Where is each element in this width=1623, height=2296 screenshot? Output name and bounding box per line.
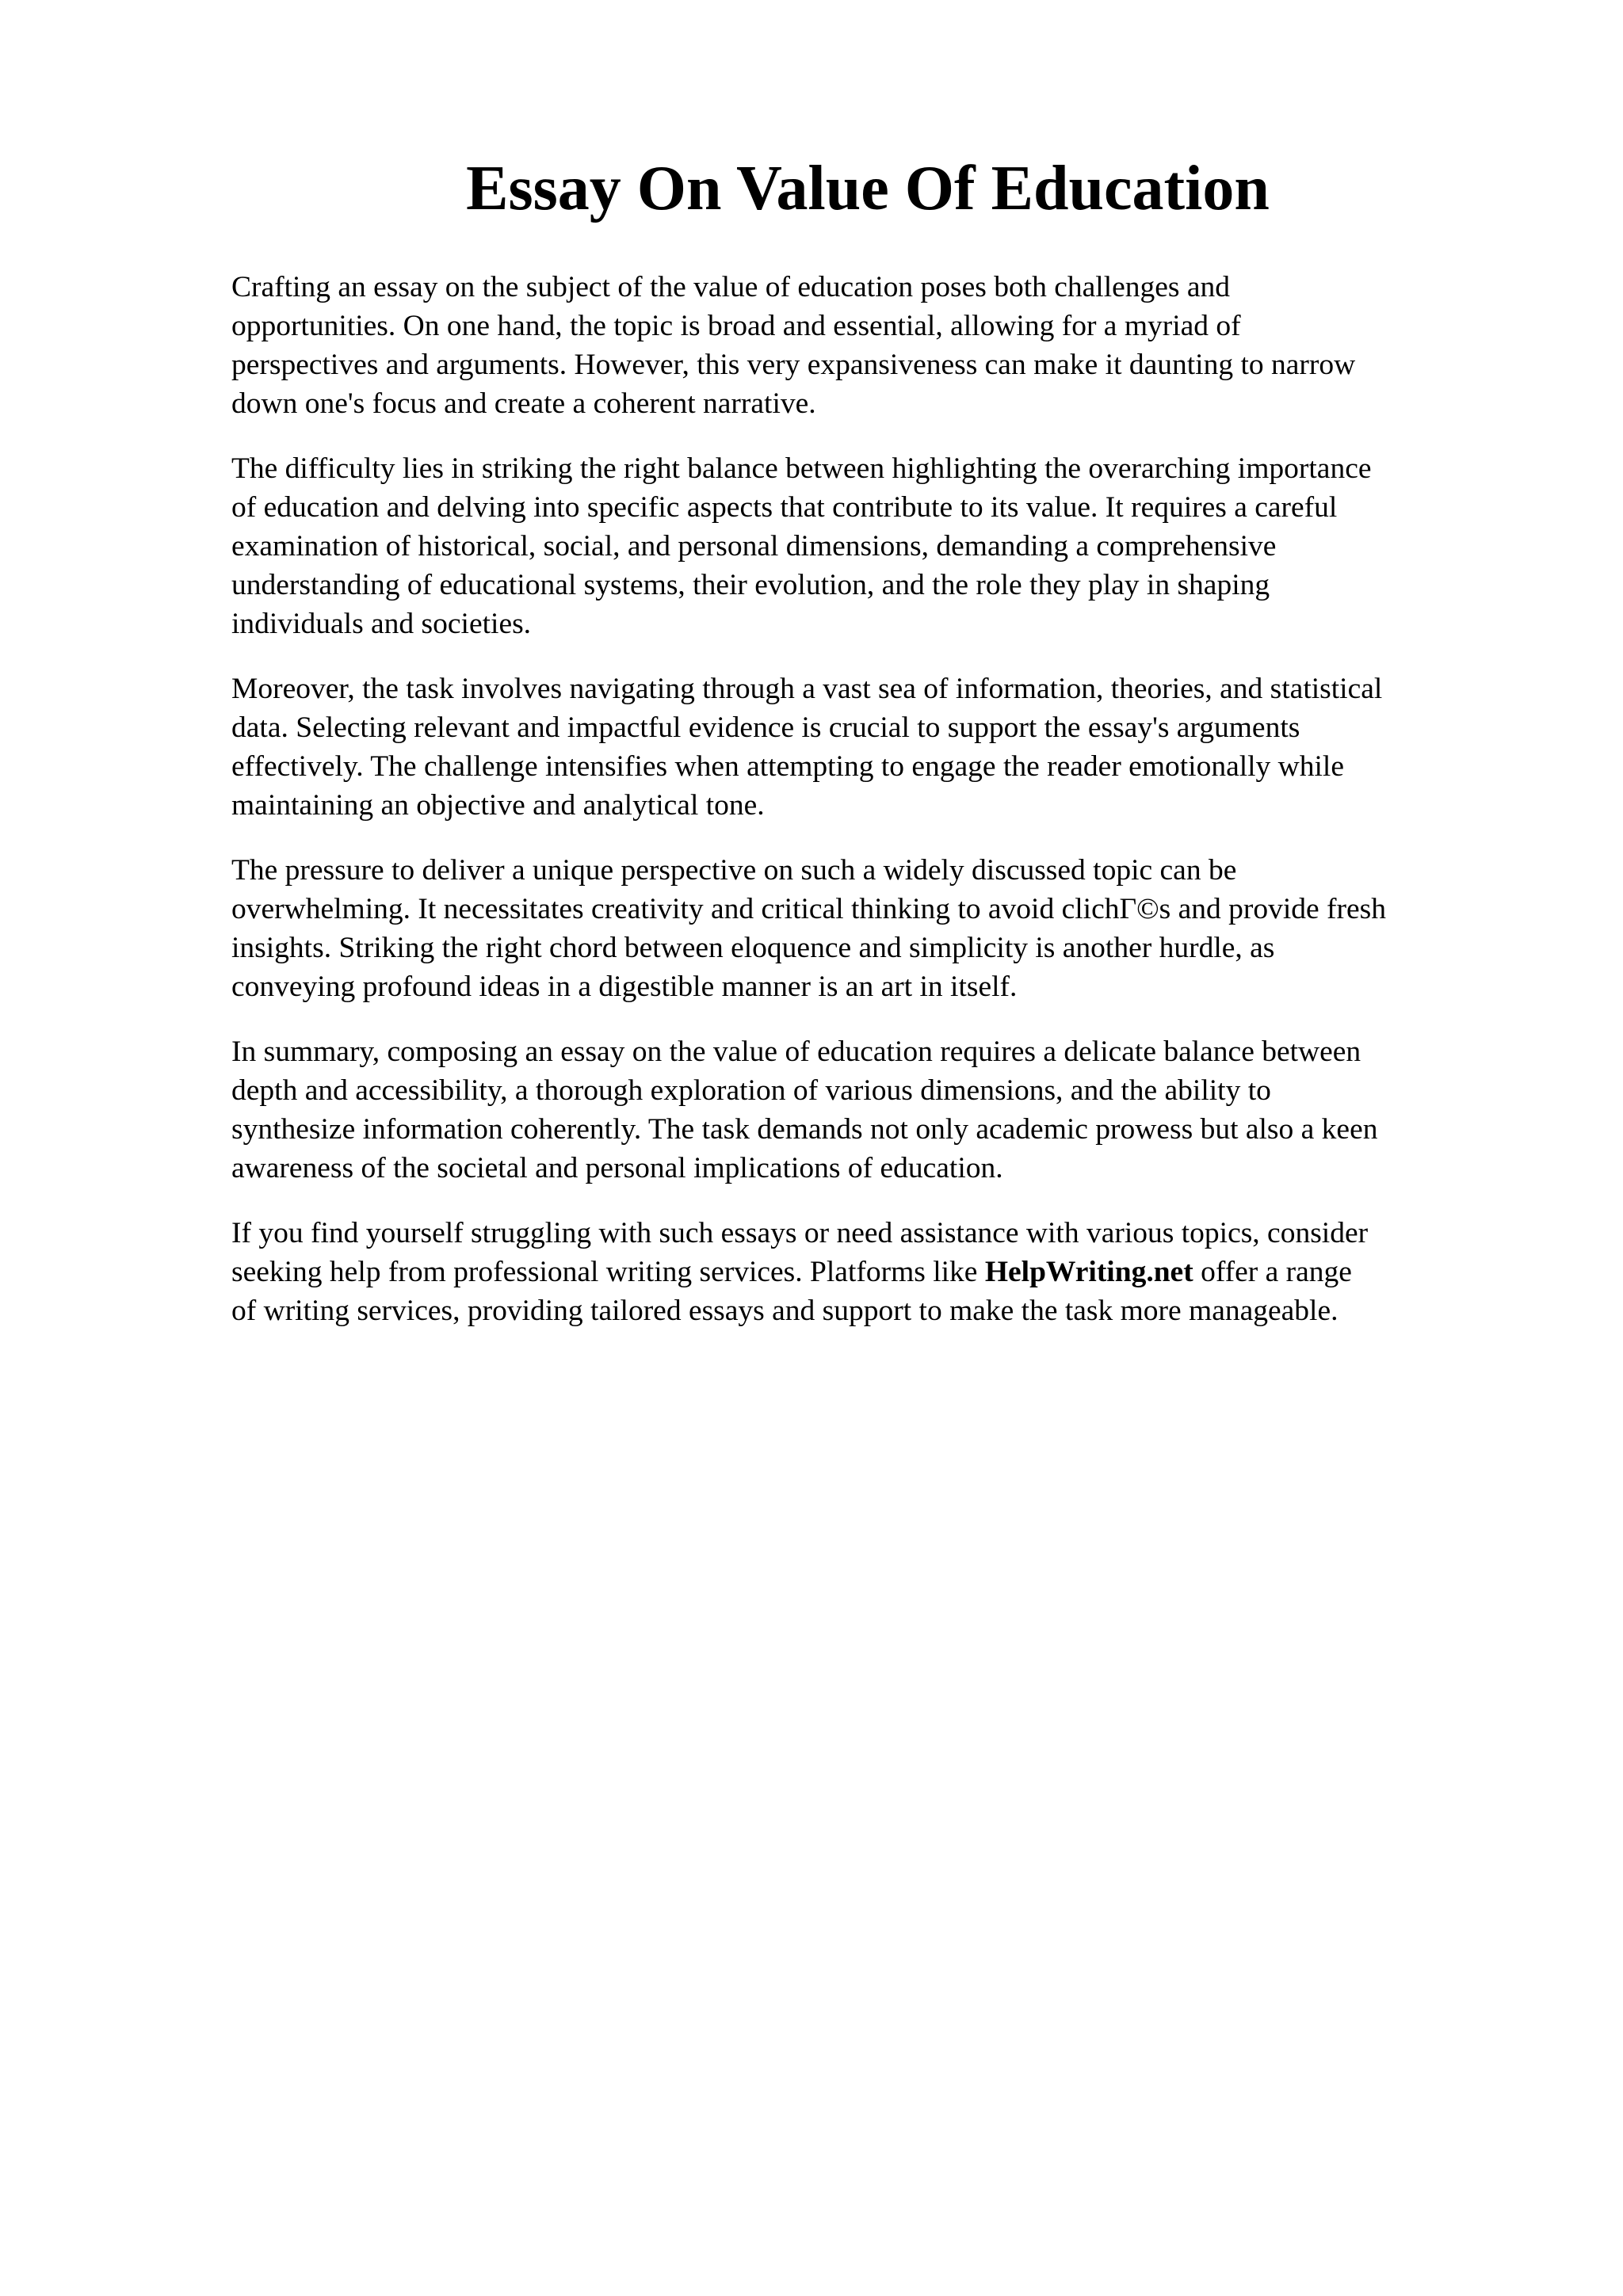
page-title: Essay On Value Of Education <box>466 154 1270 223</box>
text-line: The pressure to deliver a unique perspective on such a widely discussed topic can be <box>231 854 1237 887</box>
text-line: depth and accessibility, a thorough exploration of various dimensions, and the ability to <box>231 1074 1271 1107</box>
text-line: In summary, composing an essay on the value of education requires a delicate balance between <box>231 1035 1361 1068</box>
paragraph-4 <box>231 851 1515 1006</box>
essay-body <box>231 268 1515 1356</box>
helpwriting-link[interactable]: HelpWriting.net <box>984 1256 1193 1288</box>
text-line: conveying profound ideas in a digestible manner is an art in itself. <box>231 971 1018 1003</box>
text-line: examination of historical, social, and personal dimensions, demanding a comprehensive <box>231 530 1277 563</box>
text-segment: offer a range <box>1193 1256 1352 1288</box>
text-line <box>231 1253 1515 1291</box>
text-line: data. Selecting relevant and impactful evidence is crucial to support the essay's arguments <box>231 711 1300 744</box>
paragraph-2 <box>231 449 1515 643</box>
paragraph-1 <box>231 268 1515 423</box>
text-line: perspectives and arguments. However, this very expansiveness can make it daunting to narrow <box>231 349 1356 381</box>
text-line: Crafting an essay on the subject of the value of education poses both challenges and <box>231 271 1231 303</box>
text-line: of writing services, providing tailored essays and support to make the task more manageable. <box>231 1295 1338 1327</box>
text-line: individuals and societies. <box>231 608 532 640</box>
text-line: maintaining an objective and analytical tone. <box>231 789 765 822</box>
text-segment: seeking help from professional writing services. Platforms like <box>231 1256 985 1288</box>
text-line: The difficulty lies in striking the right balance between highlighting the overarching importance <box>231 452 1372 485</box>
text-line: effectively. The challenge intensifies when attempting to engage the reader emotionally while <box>231 750 1344 783</box>
paragraph-5 <box>231 1032 1515 1188</box>
text-line: of education and delving into specific aspects that contribute to its value. It requires a careful <box>231 491 1338 524</box>
paragraph-3 <box>231 669 1515 825</box>
text-line: overwhelming. It necessitates creativity and critical thinking to avoid clichГ©s and provide fresh <box>231 893 1387 925</box>
text-line: down one's focus and create a coherent narrative. <box>231 387 816 420</box>
text-line: Moreover, the task involves navigating through a vast sea of information, theories, and statistical <box>231 673 1383 705</box>
text-line: understanding of educational systems, their evolution, and the role they play in shaping <box>231 569 1270 601</box>
text-line: awareness of the societal and personal implications of education. <box>231 1152 1003 1184</box>
text-line: opportunities. On one hand, the topic is broad and essential, allowing for a myriad of <box>231 310 1241 342</box>
text-line: If you find yourself struggling with such essays or need assistance with various topics, consider <box>231 1217 1369 1249</box>
paragraph-6 <box>231 1214 1515 1330</box>
text-line: synthesize information coherently. The task demands not only academic prowess but also a keen <box>231 1113 1378 1146</box>
text-line: insights. Striking the right chord between eloquence and simplicity is another hurdle, as <box>231 932 1275 964</box>
